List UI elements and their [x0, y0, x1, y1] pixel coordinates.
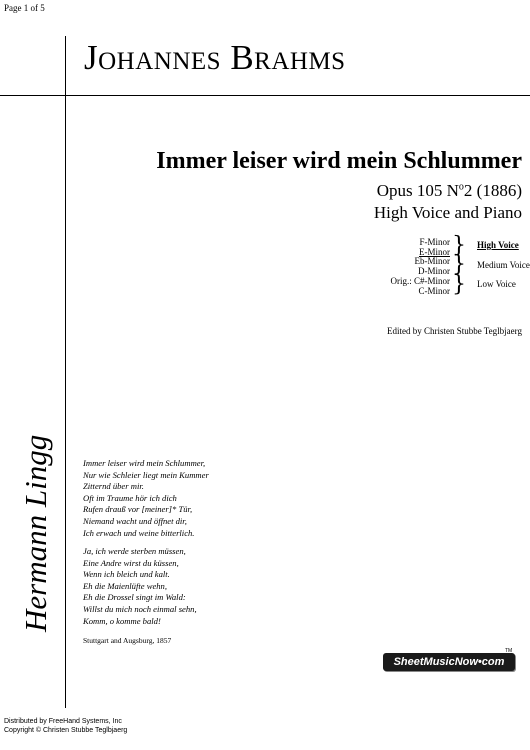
poem-line: Rufen drauß vor [meiner]* Tür, [83, 504, 193, 515]
poem-line: Eine Andre wirst du küssen, [83, 557, 179, 568]
poem-line: Zitternd über mir. [83, 481, 144, 492]
footer [4, 717, 127, 735]
poem-line: Nur wie Schleier liegt mein Kummer [83, 469, 209, 480]
key-name: E-Minor [419, 247, 450, 257]
poem-line: Immer leiser wird mein Schlummer, [83, 458, 206, 468]
key-name: F-Minor [419, 237, 450, 247]
voice-label-low: Low Voice [477, 279, 516, 289]
voice-label-high: High Voice [477, 240, 519, 250]
opus-info: Opus 105 $N^o2$ (1886) [376, 181, 522, 200]
voice-label-medium: Medium Voice [477, 260, 530, 270]
key-name: D-Minor [418, 266, 450, 276]
vertical-rule [65, 36, 66, 708]
poet-name: Hermann Lingg [18, 434, 53, 632]
brace-icon: } [452, 272, 466, 297]
poem-stanza-1 [83, 458, 209, 539]
key-name: Eb-Minor [414, 256, 450, 266]
logo-text: SheetMusicNow•com [393, 656, 505, 668]
brace-icon: } [452, 233, 466, 258]
poem-line: Wenn ich bleich und kalt. [83, 569, 170, 580]
composer-name: Johannes Brahms [84, 38, 346, 77]
key-name: Orig.: C#-Minor [390, 276, 450, 286]
key-group-low [391, 276, 451, 296]
poem-line: Ja, ich werde sterben müssen, [83, 546, 186, 556]
sheetmusicnow-logo[interactable] [383, 653, 515, 671]
editor-credit: Edited by Christen Stubbe Teglbjaerg [386, 326, 522, 336]
distributor-line: Distributed by FreeHand Systems, Inc [4, 718, 122, 725]
poem-line: Eh die Drossel singt im Wald: [83, 592, 186, 603]
key-group-high [419, 237, 450, 257]
brace-icon: } [452, 252, 466, 277]
poem-line: Willst du mich noch einmal sehn, [83, 603, 197, 614]
trademark-mark: TM [505, 648, 513, 654]
song-title: Immer leiser wird mein Schlummer [156, 148, 522, 174]
poem-line: Eh die Maienlüfte wehn, [83, 580, 168, 591]
poem-line: Niemand wacht und öffnet dir, [83, 515, 187, 526]
place-date: Stuttgart and Augsburg, 1857 [83, 636, 172, 645]
voice-setting: High Voice and Piano [373, 203, 522, 222]
key-group-medium [415, 256, 451, 276]
copyright-line: Copyright © Christen Stubbe Teglbjaerg [4, 727, 128, 734]
poem-line: Oft im Traume hör ich dich [83, 492, 177, 503]
horizontal-rule [0, 95, 530, 96]
poem-line: Komm, o komme bald! [83, 615, 161, 626]
poem-line: Ich erwach und weine bitterlich. [83, 527, 195, 538]
key-name: C-Minor [418, 286, 450, 296]
poem-stanza-2 [83, 546, 197, 627]
page-number: Page 1 of 5 [4, 3, 45, 13]
